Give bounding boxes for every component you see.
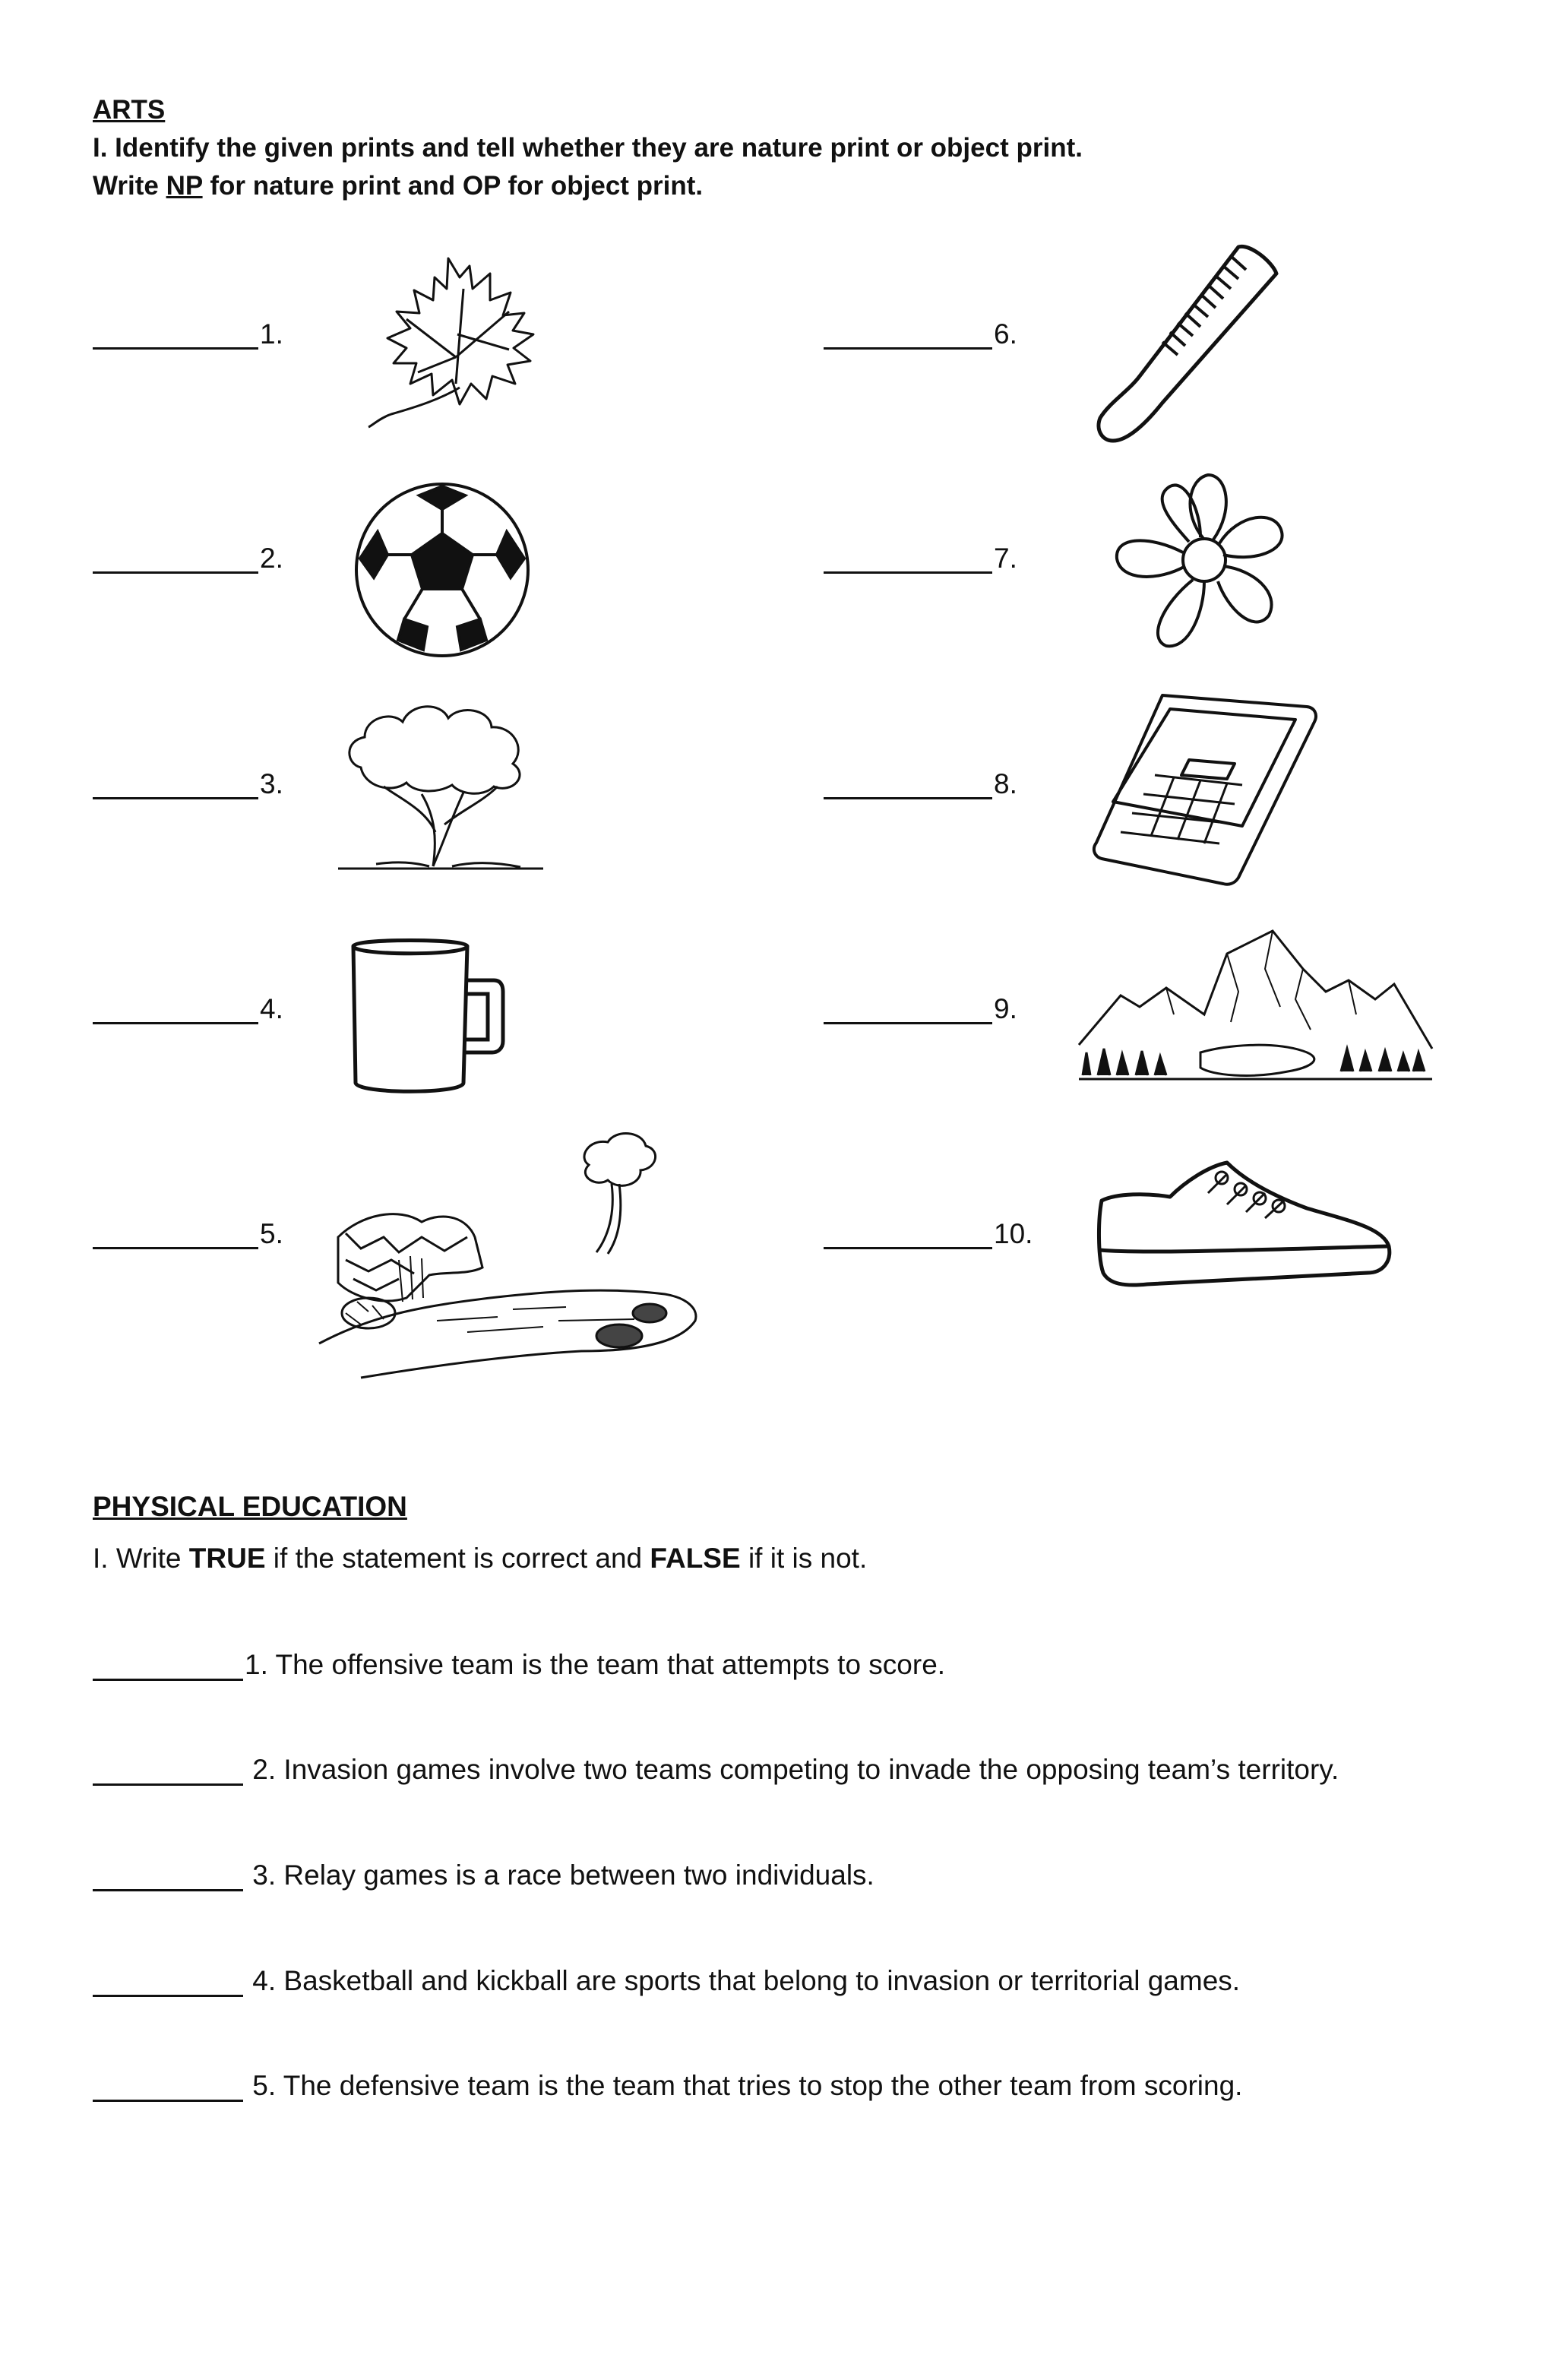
item-number: 6. (994, 318, 1017, 350)
answer-blank[interactable] (93, 570, 258, 574)
answer-blank[interactable] (824, 346, 992, 350)
waterfall-landscape-icon (315, 1123, 703, 1385)
false-word: FALSE (650, 1543, 741, 1574)
arts-item-7 (824, 543, 1017, 574)
pe-item-3 (93, 1859, 874, 1891)
answer-blank[interactable] (93, 2098, 243, 2102)
answer-blank[interactable] (93, 1021, 258, 1024)
answer-blank[interactable] (93, 346, 258, 350)
instr-text: if the statement is correct and (265, 1543, 650, 1574)
pe-statement: 5. The defensive team is the team that tries to stop the other team from scoring. (245, 2070, 1243, 2101)
pe-item-2 (93, 1754, 1339, 1786)
item-number: 1. (260, 318, 283, 350)
arts-item-10 (824, 1219, 1033, 1249)
arts-item-3 (93, 769, 283, 799)
comb-icon (1086, 239, 1292, 448)
answer-blank[interactable] (824, 796, 992, 799)
arts-instruction-line1: I. Identify the given prints and tell whether they are nature print or object print. (93, 133, 1083, 163)
instr-text: I. Write (93, 1543, 189, 1574)
op-code: OP (462, 171, 501, 201)
pe-statement: 4. Basketball and kickball are sports that belong to invasion or territorial games. (245, 1965, 1241, 1996)
instr-text: for nature print and (202, 171, 463, 201)
pe-item-1 (93, 1649, 945, 1681)
pe-item-4 (93, 1965, 1240, 1997)
answer-blank[interactable] (824, 570, 992, 574)
item-number: 9. (994, 993, 1017, 1024)
instr-text: if it is not. (740, 1543, 868, 1574)
item-number: 10. (994, 1218, 1033, 1249)
answer-blank[interactable] (93, 1677, 243, 1681)
tree-icon (330, 695, 551, 874)
item-number: 5. (260, 1218, 283, 1249)
pe-statement: 1. The offensive team is the team that attempts to score. (245, 1649, 946, 1680)
answer-blank[interactable] (93, 1782, 243, 1786)
instr-text: Write (93, 171, 166, 201)
arts-item-6 (824, 319, 1017, 350)
mug-icon (342, 927, 520, 1102)
answer-blank[interactable] (93, 1888, 243, 1891)
answer-blank[interactable] (93, 796, 258, 799)
mountains-icon (1075, 923, 1436, 1087)
instr-text: for object print. (500, 171, 704, 201)
pe-title: PHYSICAL EDUCATION (93, 1491, 407, 1522)
item-number: 7. (994, 543, 1017, 574)
item-number: 2. (260, 543, 283, 574)
cellphone-icon (1090, 688, 1322, 889)
arts-item-4 (93, 994, 283, 1024)
item-number: 4. (260, 993, 283, 1024)
answer-blank[interactable] (824, 1021, 992, 1024)
pe-statement: 2. Invasion games involve two teams competing to invade the opposing team’s territory. (245, 1754, 1339, 1785)
arts-heading (93, 91, 1083, 205)
arts-item-8 (824, 769, 1017, 799)
arts-item-9 (824, 994, 1017, 1024)
item-number: 8. (994, 768, 1017, 799)
item-number: 3. (260, 768, 283, 799)
answer-blank[interactable] (93, 1245, 258, 1249)
pe-statement: 3. Relay games is a race between two individuals. (245, 1859, 874, 1891)
maple-leaf-icon (334, 243, 570, 429)
answer-blank[interactable] (93, 1993, 243, 1997)
true-word: TRUE (188, 1543, 266, 1574)
arts-item-2 (93, 543, 283, 574)
sneaker-icon (1094, 1151, 1394, 1299)
arts-item-5 (93, 1219, 283, 1249)
flower-icon (1105, 467, 1303, 657)
pe-instruction (93, 1543, 867, 1575)
pe-item-5 (93, 2070, 1242, 2102)
arts-instruction-line2 (93, 167, 1083, 205)
arts-item-1 (93, 319, 283, 350)
soccer-ball-icon (351, 479, 533, 661)
np-code: NP (166, 171, 203, 201)
arts-title: ARTS (93, 95, 166, 125)
answer-blank[interactable] (824, 1245, 992, 1249)
